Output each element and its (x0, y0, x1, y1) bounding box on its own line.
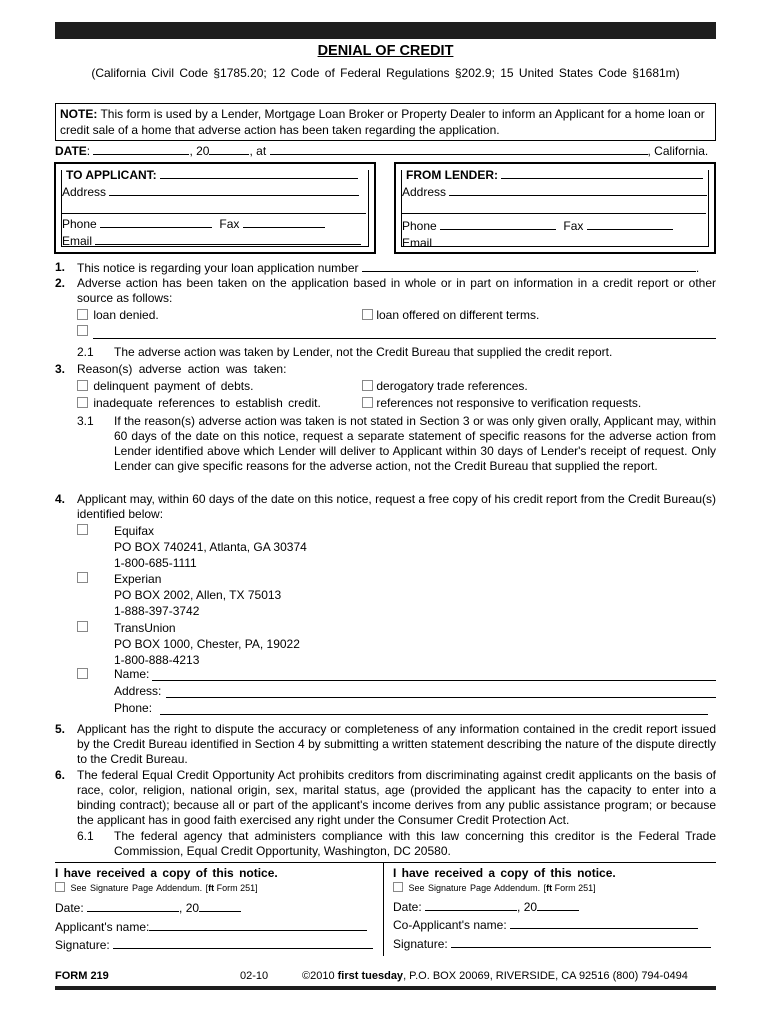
sig-left-date-label: Date: (55, 901, 84, 915)
footer-address: , P.O. BOX 20069, RIVERSIDE, CA 92516 (800) 794-0494 (403, 970, 688, 982)
section-1-number: 1. (55, 260, 66, 274)
section-3-text: Reason(s) adverse action was taken: (77, 362, 287, 376)
sig-left-date-field[interactable] (87, 900, 179, 912)
equifax-checkbox[interactable] (77, 524, 88, 535)
section-6-1-number: 6.1 (77, 829, 94, 843)
sig-left-date-row (55, 900, 241, 915)
loan-denied-option (77, 308, 159, 322)
applicant-name-field[interactable] (160, 167, 358, 179)
other-bureau-name-label: Name: (114, 667, 150, 681)
derogatory-checkbox[interactable] (362, 380, 373, 391)
transunion-checkbox-wrap (77, 620, 88, 634)
location-field[interactable] (270, 143, 648, 155)
section-2-1-text: The adverse action was taken by Lender, not the Credit Bureau that supplied the credit report. (114, 345, 613, 359)
transunion-address: PO BOX 1000, Chester, PA, 19022 (114, 637, 300, 651)
sig-right-date-row (393, 899, 579, 914)
sig-right-year-field[interactable] (537, 899, 579, 911)
applicant-address-field[interactable] (109, 184, 359, 196)
to-applicant-title: TO APPLICANT: (66, 168, 157, 182)
equifax-block (114, 523, 307, 571)
state-label: , California. (647, 144, 709, 158)
sig-left-name-label: Applicant's name: (55, 920, 150, 934)
footer-revision: 02-10 (240, 970, 269, 982)
other-reason-option (77, 324, 88, 338)
section-6-text: The federal Equal Credit Opportunity Act prohibits creditors from discriminating against credit applicants on the basis of race, color, religion, national origin, sex, marital status, age (provided the applicant has the capacity to enter into a binding contract); because all or part of the applicant's income derives from any public assistance program; or because the applicant has in good faith exercised any right under the Consumer Credit Protection Act. (77, 768, 716, 827)
not-responsive-checkbox[interactable] (362, 397, 373, 408)
sig-left-addendum-text: See Signature Page Addendum. [ (70, 883, 209, 893)
different-terms-checkbox[interactable] (362, 309, 373, 320)
other-bureau-checkbox[interactable] (77, 668, 88, 679)
other-bureau-checkbox-wrap (77, 667, 88, 681)
transunion-phone: 1-800-888-4213 (114, 653, 200, 667)
sig-right-signature-row (393, 936, 711, 951)
not-responsive-label: references not responsive to verification requests. (376, 396, 642, 410)
section-4-text: Applicant may, within 60 days of the date on this notice, request a free copy of his credit report from the Credit Bureau(s) identified below: (77, 492, 716, 521)
sig-left-year-prefix: , 20 (179, 901, 200, 915)
section-5-text: Applicant has the right to dispute the accuracy or completeness of any information contained in the credit report issued by the Credit Bureau identified in Section 4 by submitting a written statement describing the nature of the dispute directly to the Credit Bureau. (77, 722, 716, 766)
sig-left-signature-label: Signature: (55, 938, 110, 952)
sig-right-addendum-checkbox[interactable] (393, 882, 403, 892)
sig-left-addendum (55, 882, 258, 893)
lender-address-field[interactable] (449, 184, 707, 196)
delinquent-checkbox[interactable] (77, 380, 88, 391)
note-text: This form is used by a Lender, Mortgage Loan Broker or Property Dealer to inform an Applicant for a home loan or credit sale of a home that adverse action has been taken regarding the application. (60, 107, 705, 137)
date-at-label: , at (249, 144, 267, 158)
lender-address2-field[interactable] (402, 202, 706, 214)
date-field[interactable] (93, 143, 189, 155)
applicant-address2-row (62, 202, 366, 217)
applicant-fax-field[interactable] (243, 216, 325, 228)
applicant-phone-field[interactable] (100, 216, 212, 228)
experian-address: PO BOX 2002, Allen, TX 75013 (114, 588, 282, 602)
transunion-checkbox[interactable] (77, 621, 88, 632)
applicant-address-label: Address (62, 185, 107, 199)
other-reason-field[interactable] (93, 338, 716, 339)
applicant-email-label: Email (62, 234, 93, 248)
sig-right-name-row (393, 917, 698, 932)
sig-left-year-field[interactable] (199, 900, 241, 912)
form-header (55, 22, 716, 100)
section-2-1-number: 2.1 (77, 345, 94, 359)
lender-address2-row (402, 202, 706, 217)
lender-phone-field[interactable] (440, 218, 556, 230)
applicant-fax-label: Fax (219, 217, 240, 231)
applicant-phone-row (62, 216, 325, 231)
equifax-name: Equifax (114, 524, 155, 538)
sig-right-addendum-ft: ft (546, 883, 553, 893)
lender-fax-field[interactable] (587, 218, 673, 230)
applicant-address2-field[interactable] (62, 202, 366, 214)
sig-right-name-field[interactable] (510, 917, 698, 929)
different-terms-option (362, 308, 539, 322)
sig-right-date-label: Date: (393, 900, 422, 914)
date-label: DATE (55, 144, 87, 158)
sig-right-addendum-form: Form 251] (552, 883, 596, 893)
section-5-number: 5. (55, 722, 66, 736)
sig-right-signature-label: Signature: (393, 937, 448, 951)
section-6-number: 6. (55, 768, 66, 782)
sig-right-addendum (393, 882, 596, 893)
section-2-text: Adverse action has been taken on the application based in whole or in part on information in a credit report or other source as follows: (77, 276, 716, 305)
date-line (55, 143, 708, 158)
other-bureau-address-field[interactable] (166, 697, 716, 698)
delinquent-label: delinquent payment of debts. (93, 379, 254, 393)
sig-right-year-prefix: , 20 (517, 900, 538, 914)
to-applicant-title-row (66, 167, 358, 182)
experian-phone: 1-888-397-3742 (114, 604, 200, 618)
signature-divider-vertical (383, 862, 384, 956)
date-year-prefix: , 20 (189, 144, 210, 158)
from-lender-box (394, 162, 716, 254)
note-box (55, 103, 716, 141)
sig-left-title: I have received a copy of this notice. (55, 866, 278, 880)
experian-checkbox-wrap (77, 571, 88, 585)
other-bureau-address-label: Address: (114, 684, 162, 698)
sig-right-signature-field[interactable] (451, 936, 711, 948)
sig-left-addendum-checkbox[interactable] (55, 882, 65, 892)
sig-left-signature-field[interactable] (113, 937, 373, 949)
lender-phone-label: Phone (402, 219, 437, 233)
date-year-field[interactable] (209, 143, 249, 155)
other-bureau-phone-label: Phone: (114, 701, 153, 715)
not-responsive-option (362, 396, 641, 410)
different-terms-label: loan offered on different terms. (376, 308, 540, 322)
lender-name-field[interactable] (501, 167, 703, 179)
sig-right-title: I have received a copy of this notice. (393, 866, 616, 880)
experian-block (114, 571, 281, 619)
lender-email-label: Email (402, 236, 433, 250)
footer-copyright (302, 970, 688, 982)
section-1 (77, 260, 699, 275)
sig-left-name-field[interactable] (149, 919, 367, 931)
note-label: NOTE: (60, 107, 98, 121)
derogatory-label: derogatory trade references. (376, 379, 528, 393)
from-lender-title-row (406, 167, 703, 182)
form-subtitle: (California Civil Code §1785.20; 12 Code of Federal Regulations §202.9; 15 United States Code §1681m) (91, 66, 680, 80)
footer-form-number: FORM 219 (55, 970, 109, 982)
sig-right-addendum-text: See Signature Page Addendum. [ (408, 883, 547, 893)
lender-fax-label: Fax (563, 219, 584, 233)
sig-left-name-row (55, 919, 367, 934)
section-3-number: 3. (55, 362, 66, 376)
delinquent-option (77, 379, 253, 393)
transunion-block (114, 620, 300, 668)
inadequate-checkbox[interactable] (77, 397, 88, 408)
applicant-address-row (62, 184, 359, 199)
lender-email-field[interactable] (435, 235, 703, 247)
from-lender-title: FROM LENDER: (406, 168, 498, 182)
other-bureau-name-field[interactable] (152, 680, 716, 681)
lender-address-label: Address (402, 185, 447, 199)
section-3-1-number: 3.1 (77, 414, 94, 428)
form-title: DENIAL OF CREDIT (317, 43, 454, 59)
equifax-checkbox-wrap (77, 523, 88, 537)
inadequate-option (77, 396, 321, 410)
loan-denied-checkbox[interactable] (77, 309, 88, 320)
inadequate-label: inadequate references to establish credit. (93, 396, 321, 410)
sig-right-date-field[interactable] (425, 899, 517, 911)
lender-phone-row (402, 218, 673, 233)
signature-divider-top (55, 862, 716, 863)
applicant-email-row (62, 233, 361, 248)
experian-checkbox[interactable] (77, 572, 88, 583)
equifax-phone: 1-800-685-1111 (114, 556, 197, 570)
section-1-text: This notice is regarding your loan application number (77, 261, 359, 275)
footer-copyright-year: ©2010 (302, 970, 335, 982)
transunion-name: TransUnion (114, 621, 176, 635)
to-applicant-box (54, 162, 376, 254)
loan-number-field[interactable] (362, 260, 696, 272)
sig-left-addendum-ft: ft (208, 883, 215, 893)
equifax-address: PO BOX 740241, Atlanta, GA 30374 (114, 540, 307, 554)
sig-right-name-label: Co-Applicant's name: (393, 918, 507, 932)
applicant-email-field[interactable] (95, 233, 361, 245)
applicant-phone-label: Phone (62, 217, 97, 231)
experian-name: Experian (114, 572, 162, 586)
other-bureau-phone-field[interactable] (160, 714, 708, 715)
sig-left-addendum-form: Form 251] (214, 883, 258, 893)
section-6-1-text: The federal agency that administers compliance with this law concerning this creditor is the Federal Trade Commission, Equal Credit Opportunity, Washington, DC 20580. (114, 829, 716, 858)
lender-address-row (402, 184, 707, 199)
section-4-number: 4. (55, 492, 66, 506)
other-reason-checkbox[interactable] (77, 325, 88, 336)
section-2-number: 2. (55, 276, 66, 290)
footer-brand: first tuesday (337, 970, 404, 982)
section-3-1-text: If the reason(s) adverse action was taken is not stated in Section 3 or was only given orally, Applicant may, within 60 days of the date on this notice, request a separate statement of specific reasons for the adverse action from Lender identified above which Lender will deliver to Applicant within 30 days of Lender's receipt of request. Only Lender can give specific reasons for the adverse action, not the Credit Bureau that supplied the report. (114, 414, 716, 473)
section-1-period: . (695, 261, 700, 275)
sig-left-signature-row (55, 937, 373, 952)
date-colon: : (86, 144, 91, 158)
loan-denied-label: loan denied. (93, 308, 159, 322)
derogatory-option (362, 379, 528, 393)
lender-email-row (402, 235, 703, 250)
